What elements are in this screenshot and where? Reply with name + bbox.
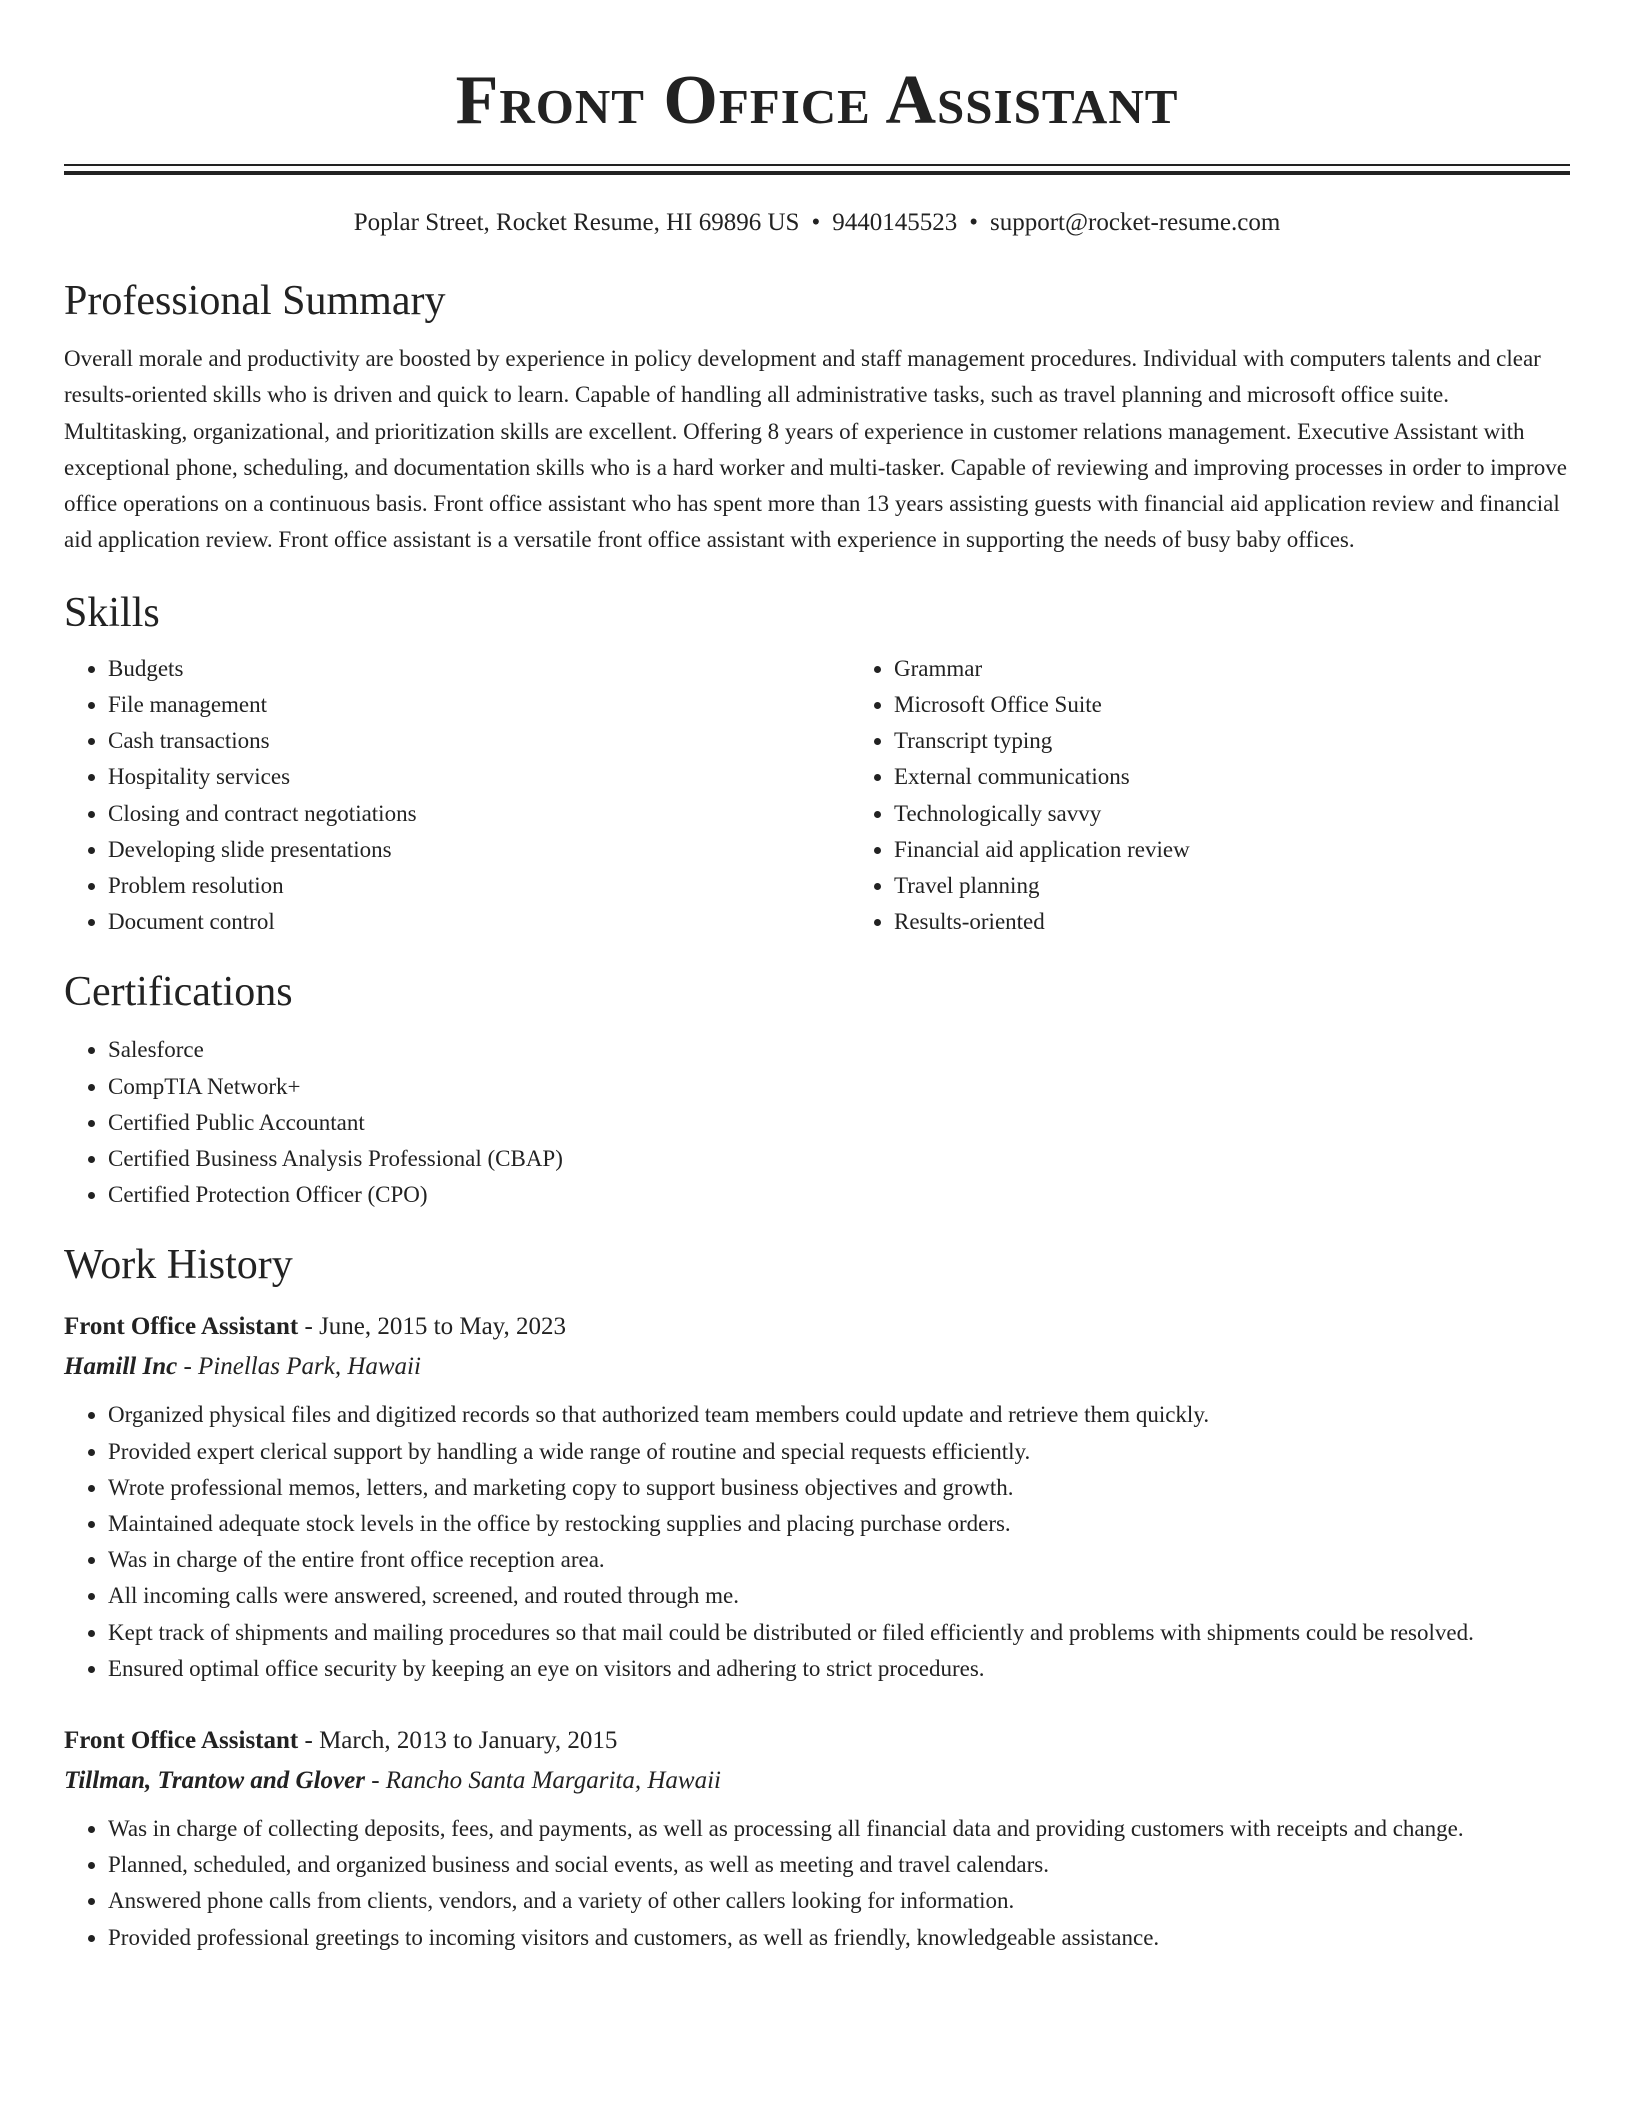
email: support@rocket-resume.com bbox=[990, 209, 1281, 236]
skill-item: • External communications bbox=[894, 759, 1632, 795]
contact-line bbox=[64, 207, 1570, 239]
skill-item: • Cash transactions bbox=[108, 723, 850, 759]
job-duty: • Was in charge of the entire front office reception area. bbox=[108, 1542, 1570, 1578]
job-duty: • Organized physical files and digitized records so that authorized team members could update and retrieve them quickly. bbox=[108, 1397, 1570, 1433]
job-dates: - March, 2013 to January, 2015 bbox=[298, 1727, 618, 1755]
job-title-line bbox=[64, 1307, 1570, 1347]
job-duty: • Ensured optimal office security by keeping an eye on visitors and adhering to strict procedures. bbox=[108, 1651, 1570, 1687]
job-duty: • All incoming calls were answered, screened, and routed through me. bbox=[108, 1578, 1570, 1614]
skills-columns bbox=[64, 651, 1570, 941]
job-duty: • Provided professional greetings to incoming visitors and customers, as well as friendly, knowledgeable assistance. bbox=[108, 1920, 1570, 1956]
skills-list-left bbox=[64, 651, 850, 941]
job-company: Hamill Inc bbox=[64, 1353, 178, 1381]
skill-item: • Results-oriented bbox=[894, 904, 1632, 940]
skills-heading: Skills bbox=[64, 589, 160, 636]
skill-item: • Problem resolution bbox=[108, 868, 850, 904]
job-duty: • Answered phone calls from clients, vendors, and a variety of other callers looking for information. bbox=[108, 1883, 1570, 1919]
job-role: Front Office Assistant bbox=[64, 1727, 299, 1755]
job-entry bbox=[64, 1307, 1570, 1687]
job-duty: • Planned, scheduled, and organized business and social events, as well as meeting and travel calendars. bbox=[108, 1847, 1570, 1883]
job-entry bbox=[64, 1721, 1570, 1956]
certification-item: • Certified Business Analysis Professional (CBAP) bbox=[108, 1141, 1570, 1177]
job-company: Tillman, Trantow and Glover bbox=[64, 1767, 365, 1795]
job-duty: • Wrote professional memos, letters, and marketing copy to support business objectives and growth. bbox=[108, 1470, 1570, 1506]
summary-heading: Professional Summary bbox=[64, 278, 446, 324]
contact-separator: • bbox=[969, 209, 978, 236]
skill-item: • Developing slide presentations bbox=[108, 832, 850, 868]
phone: 9440145523 bbox=[832, 209, 958, 236]
work-history-heading: Work History bbox=[64, 1242, 293, 1289]
contact-separator: • bbox=[811, 209, 821, 236]
title-divider bbox=[64, 164, 1570, 175]
resume-page bbox=[64, 0, 1570, 1956]
certification-item: • Certified Protection Officer (CPO) bbox=[108, 1177, 1570, 1213]
job-title-line bbox=[64, 1721, 1570, 1761]
job-duty: • Was in charge of collecting deposits, fees, and payments, as well as processing all financial data and providing customers with receipts and change. bbox=[108, 1811, 1570, 1847]
job-duty: • Kept track of shipments and mailing procedures so that mail could be distributed or filed efficiently and problems with shipments could be resolved. bbox=[108, 1615, 1570, 1651]
job-role: Front Office Assistant bbox=[64, 1313, 299, 1341]
job-dates: - June, 2015 to May, 2023 bbox=[298, 1313, 567, 1341]
skill-item: • Technologically savvy bbox=[894, 796, 1632, 832]
skills-list-right bbox=[850, 651, 1632, 941]
job-company-line bbox=[64, 1761, 1570, 1801]
certifications-heading: Certifications bbox=[64, 969, 293, 1016]
skill-item: • Transcript typing bbox=[894, 723, 1632, 759]
job-location: - Pinellas Park, Hawaii bbox=[177, 1353, 421, 1381]
skill-item: • Budgets bbox=[108, 651, 850, 687]
certification-item: • Salesforce bbox=[108, 1032, 1570, 1068]
certifications-list bbox=[64, 1032, 1570, 1213]
certification-item: • CompTIA Network+ bbox=[108, 1069, 1570, 1105]
skill-item: • Closing and contract negotiations bbox=[108, 796, 850, 832]
job-duty: • Provided expert clerical support by handling a wide range of routine and special requests efficiently. bbox=[108, 1434, 1570, 1470]
skill-item: • Microsoft Office Suite bbox=[894, 687, 1632, 723]
skill-item: • Grammar bbox=[894, 651, 1632, 687]
skill-item: • File management bbox=[108, 687, 850, 723]
address: Poplar Street, Rocket Resume, HI 69896 US bbox=[353, 209, 800, 236]
summary-text: Overall morale and productivity are boosted by experience in policy development and staff management procedures. Individual with computers talents and clear results-oriented skills who is driven and quick to learn. Capable of handling all administrative tasks, such as travel planning and microsoft office suite. Multitasking, organizational, and prioritization skills are excellent. Offering 8 years of experience in customer relations management. Executive Assistant with exceptional phone, scheduling, and documentation skills who is a hard worker and multi-tasker. Capable of reviewing and improving processes in order to improve office operations on a continuous basis. Front office assistant who has spent more than 13 years assisting guests with financial aid application review and financial aid application review. Front office assistant is a versatile front office assistant with experience in supporting the needs of busy baby offices. bbox=[64, 346, 1567, 553]
skill-item: • Document control bbox=[108, 904, 850, 940]
job-duties-list bbox=[64, 1811, 1570, 1956]
resume-title: Front Office Assistant bbox=[455, 62, 1179, 139]
job-duty: • Maintained adequate stock levels in the office by restocking supplies and placing purchase orders. bbox=[108, 1506, 1570, 1542]
skill-item: • Financial aid application review bbox=[894, 832, 1632, 868]
job-location: - Rancho Santa Margarita, Hawaii bbox=[364, 1767, 721, 1795]
skill-item: • Hospitality services bbox=[108, 759, 850, 795]
job-company-line bbox=[64, 1347, 1570, 1387]
certification-item: • Certified Public Accountant bbox=[108, 1105, 1570, 1141]
job-duties-list bbox=[64, 1397, 1570, 1687]
skill-item: • Travel planning bbox=[894, 868, 1632, 904]
